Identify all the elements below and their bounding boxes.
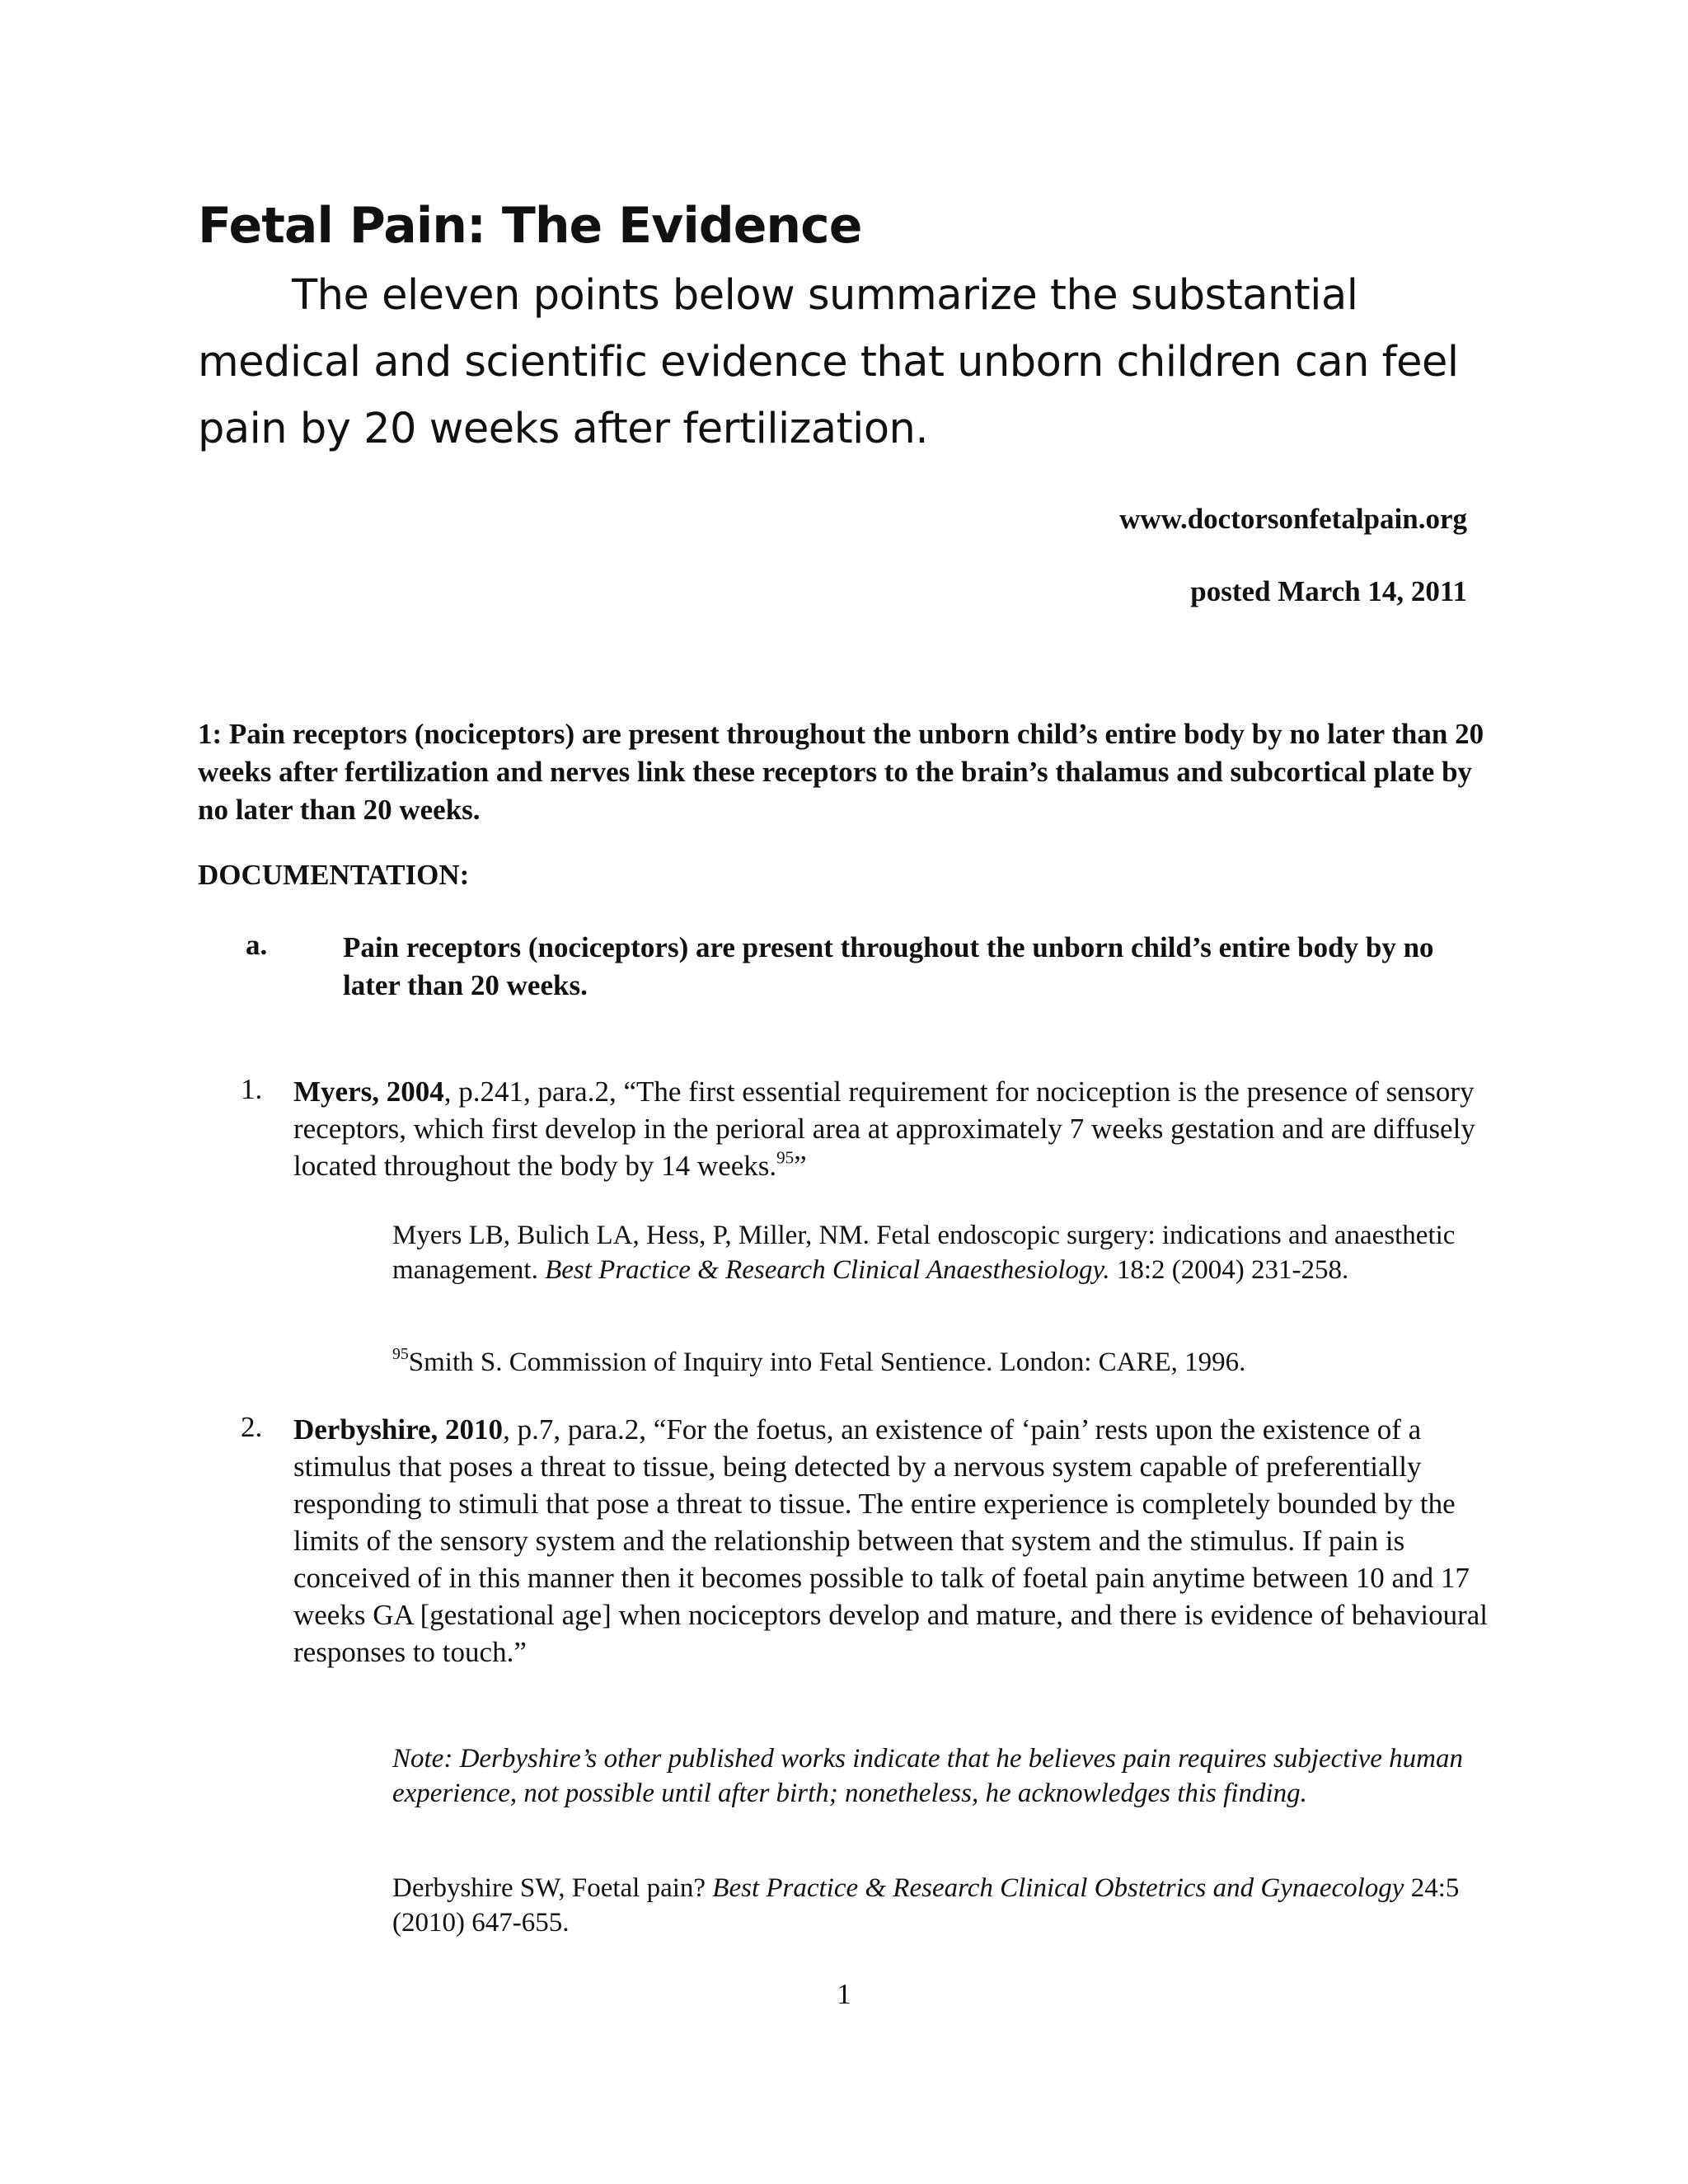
- item-2-quote-text: , p.7, para.2, “For the foetus, an existence of ‘pain’ rests upon the existence of a stimulus that poses a threat to tissue, being detected by a nervous system capable of preferentially responding to stimuli that pose a threat to tissue. The entire experience is completely bounded by the limits of the sensory system and the relationship between that system and the stimulus. If pain is conceived of in this manner then it becomes possible to talk of foetal pain anytime between 10 and 17 weeks GA [gestational age] when nociceptors develop and mature, and there is evidence of behavioural responses to touch.”: [293, 1413, 1489, 1668]
- item-1-author: Myers, 2004: [293, 1076, 444, 1108]
- posted-date: posted March 14, 2011: [1190, 575, 1467, 607]
- item-1-quote-text: , p.241, para.2, “The first essential requirement for nociception is the presence of sensory receptors, which first develop in the perioral area at approximately 7 weeks gestation and are diffusely located throughout the body by 14 weeks.: [293, 1076, 1475, 1182]
- item-2-ref-journal: Best Practice & Research Clinical Obstetrics and Gynaecology: [712, 1873, 1404, 1903]
- page-subtitle: The eleven points below summarize the substantial medical and scientific evidence that unborn children can feel pain by 20 weeks after fertilization.: [198, 271, 1459, 453]
- page-number: 1: [837, 1978, 851, 2010]
- item-1-footnote-number: 95: [392, 1345, 409, 1364]
- section-a-letter: a.: [246, 929, 268, 961]
- item-1-ref-journal: Best Practice & Research Clinical Anaesthesiology.: [545, 1255, 1110, 1285]
- item-1-footnote-text: Smith S. Commission of Inquiry into Fetal Sentience. London: CARE, 1996.: [408, 1347, 1246, 1377]
- item-1-ref-details: 18:2 (2004) 231-258.: [1109, 1255, 1349, 1285]
- item-2-ref-authors: Derbyshire SW, Foetal pain?: [392, 1873, 713, 1903]
- item-1-ref-authors: Myers LB, Bulich LA, Hess, P, Miller, NM. Fetal endoscopic surgery: indications and anaesthetic management.: [392, 1221, 1456, 1285]
- item-2-quote: [293, 1411, 1505, 1671]
- page-title: Fetal Pain: The Evidence: [198, 197, 862, 255]
- website-link[interactable]: www.doctorsonfetalpain.org: [1119, 503, 1467, 535]
- item-1-footnote-mark: 95: [776, 1147, 795, 1168]
- point-1-heading: 1: Pain receptors (nociceptors) are present throughout the unborn child’s entire body by no later than 20 weeks after fertilization and nerves link these receptors to the brain’s thalamus and subcortical plate by no later than 20 weeks.: [198, 718, 1484, 826]
- documentation-label: DOCUMENTATION:: [198, 859, 470, 891]
- item-2-reference: [392, 1871, 1480, 1940]
- item-1-footnote: [392, 1345, 1480, 1380]
- item-2-note: Note: Derbyshire’s other published works indicate that he believes pain requires subjective human experience, not possible until after birth; nonetheless, he acknowledges this finding.: [392, 1744, 1463, 1808]
- item-1-reference: [392, 1218, 1480, 1287]
- item-1-quote-end: ”: [794, 1150, 807, 1182]
- item-2-number: 2.: [241, 1411, 263, 1443]
- item-2-author: Derbyshire, 2010: [293, 1413, 504, 1446]
- item-2-ref-details: 24:5 (2010) 647-655.: [392, 1873, 1460, 1938]
- section-a-text: Pain receptors (nociceptors) are present throughout the unborn child’s entire body by no later than 20 weeks.: [343, 931, 1434, 1001]
- item-1-quote: [293, 1073, 1505, 1184]
- item-1-number: 1.: [241, 1073, 263, 1105]
